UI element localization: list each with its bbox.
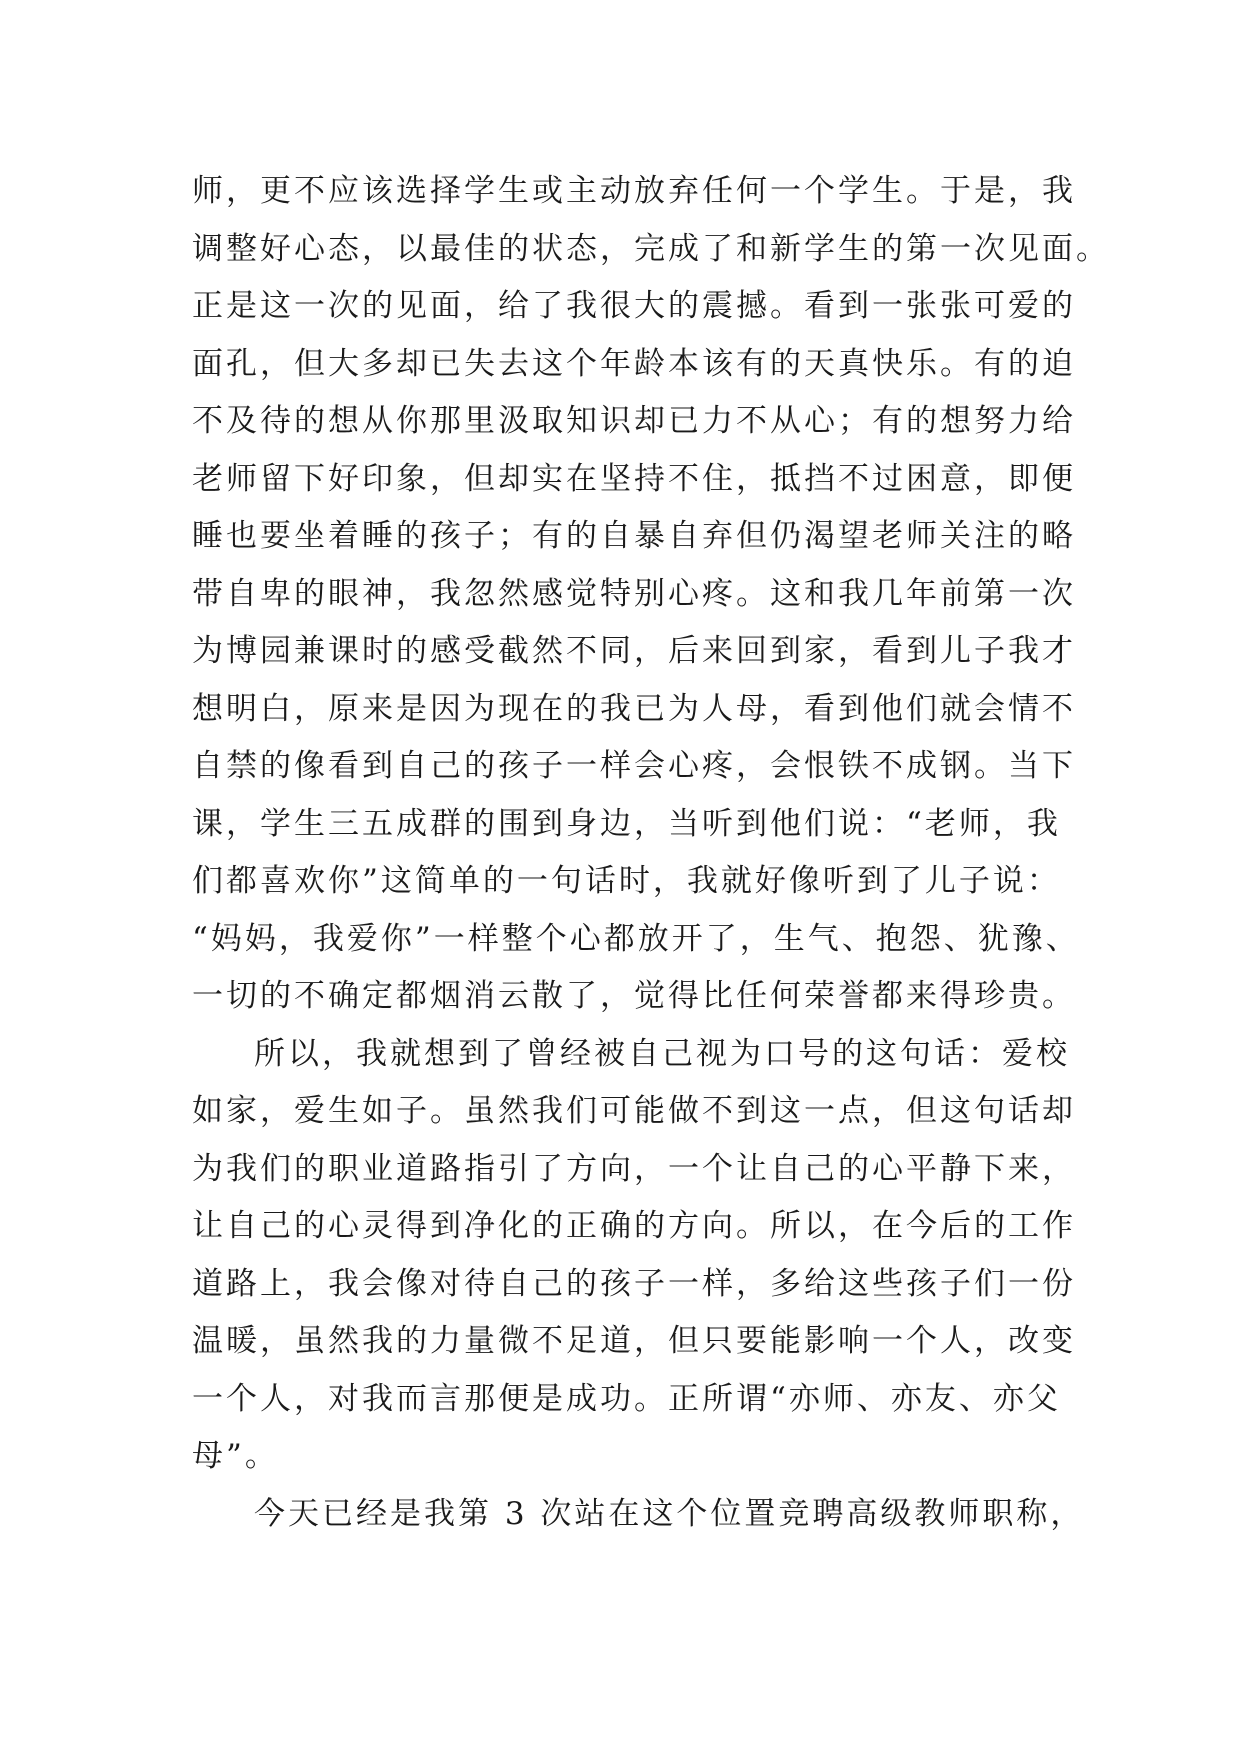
text-line: 一个人，对我而言那便是成功。正所谓“亦师、亦友、亦父	[192, 1380, 1061, 1417]
text-line: 自禁的像看到自己的孩子一样会心疼，会恨铁不成钢。当下	[192, 748, 1076, 784]
text-line: “妈妈，我爱你”一样整个心都放开了，生气、抱怨、犹豫、	[192, 920, 1080, 957]
text-line: 面孔，但大多却已失去这个年龄本该有的天真快乐。有的迫	[192, 345, 1076, 382]
text-line: 想明白，原来是因为现在的我已为人母，看到他们就会情不	[192, 690, 1076, 727]
text-line: 不及待的想从你那里汲取知识却已力不从心；有的想努力给	[192, 403, 1076, 439]
text-line: 为博园兼课时的感受截然不同，后来回到家，看到儿子我才	[192, 633, 1076, 669]
text-line: 为我们的职业道路指引了方向，一个让自己的心平静下来，	[192, 1150, 1076, 1187]
text-line: 师，更不应该选择学生或主动放弃任何一个学生。于是，我	[192, 173, 1076, 209]
text-line: 一切的不确定都烟消云散了，觉得比任何荣誉都来得珍贵。	[192, 978, 1076, 1014]
text-line: 带自卑的眼神，我忽然感觉特别心疼。这和我几年前第一次	[192, 575, 1076, 612]
text-line: 老师留下好印象，但却实在坚持不住，抵挡不过困意，即便	[192, 460, 1076, 497]
text-line: 温暖，虽然我的力量微不足道，但只要能影响一个人，改变	[192, 1323, 1076, 1359]
text-line: 睡也要坐着睡的孩子；有的自暴自弃但仍渴望老师关注的略	[192, 518, 1076, 554]
text-line: 让自己的心灵得到净化的正确的方向。所以，在今后的工作	[192, 1208, 1076, 1244]
text-line: 们都喜欢你”这简单的一句话时，我就好像听到了儿子说：	[192, 863, 1061, 899]
text-line: 课，学生三五成群的围到身边，当听到他们说：“老师，我	[192, 805, 1061, 842]
paragraph-start-line: 今天已经是我第 3 次站在这个位置竞聘高级教师职称，	[254, 1495, 1085, 1532]
text-line: 正是这一次的见面，给了我很大的震撼。看到一张张可爱的	[192, 288, 1076, 324]
text-line: 如家，爱生如子。虽然我们可能做不到这一点，但这句话却	[192, 1093, 1076, 1129]
paragraph-start-line: 所以，我就想到了曾经被自己视为口号的这句话：爱校	[254, 1035, 1070, 1072]
text-line: 道路上，我会像对待自己的孩子一样，多给这些孩子们一份	[192, 1265, 1076, 1302]
text-line: 母”。	[192, 1438, 279, 1474]
body-text	[192, 163, 1110, 1543]
text-line: 调整好心态，以最佳的状态，完成了和新学生的第一次见面。	[192, 230, 1110, 267]
